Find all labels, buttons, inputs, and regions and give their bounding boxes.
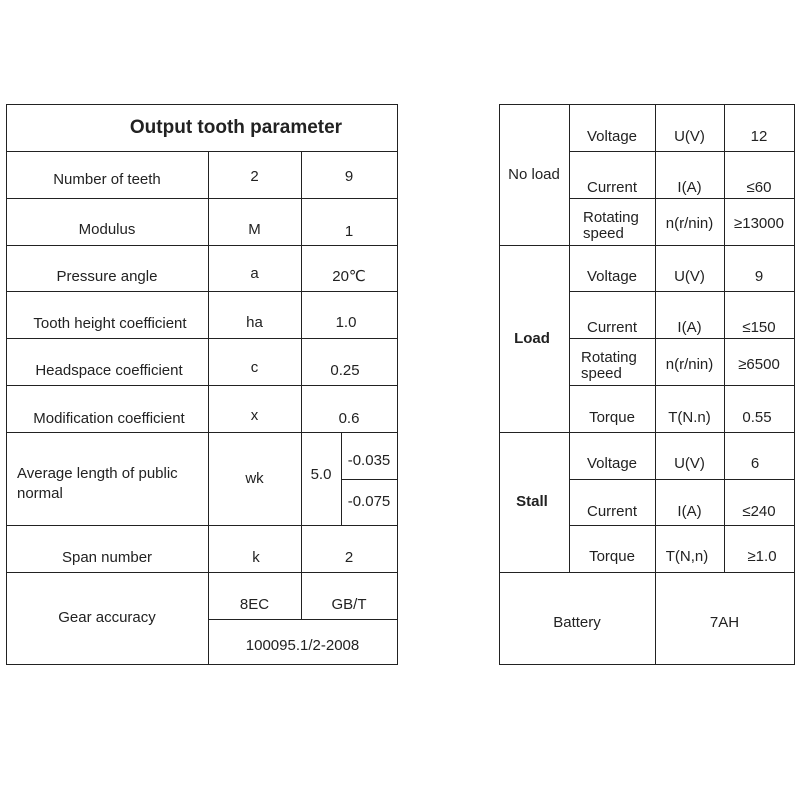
battery-value: 7AH: [709, 614, 740, 631]
no-load-voltage-unit: U(V): [674, 128, 705, 145]
label-headspace-coefficient: Headspace coefficient: [35, 362, 183, 379]
value-pressure-angle: 20℃: [332, 268, 366, 285]
stall-current-label: Current: [586, 503, 638, 520]
load-torque-value: 0.55: [742, 409, 772, 426]
load-voltage-value: 9: [754, 268, 764, 285]
no-load-speed-label: [583, 210, 653, 242]
tolerance-lower: -0.075: [347, 493, 391, 510]
label-modification-coefficient: Modification coefficient: [33, 410, 185, 427]
gear-accuracy-standard: GB/T: [331, 596, 367, 613]
stall-current-value: ≤240: [742, 503, 776, 520]
symbol-modulus: M: [248, 221, 261, 238]
value-span-number: 2: [344, 549, 354, 566]
battery-label: Battery: [553, 614, 601, 631]
no-load-voltage-label: Voltage: [586, 128, 638, 145]
value-tooth-height-coefficient: 1.0: [335, 314, 357, 331]
no-load-speed-label-line2: speed: [583, 225, 624, 242]
load-speed-label-line2: speed: [581, 365, 622, 382]
value-modification-coefficient: 0.6: [338, 410, 360, 427]
label-span-number: Span number: [61, 549, 153, 566]
load-speed-label: [581, 350, 653, 382]
symbol-pressure-angle: a: [250, 265, 259, 282]
label-average-length: Average length of public normal: [17, 465, 178, 502]
load-speed-label-line1: Rotating: [581, 349, 637, 366]
stall-torque-unit: T(N,n): [665, 548, 709, 565]
no-load-speed-value: ≥13000: [734, 215, 784, 232]
stall-voltage-unit: U(V): [674, 455, 705, 472]
gear-accuracy-grade: 8EC: [239, 596, 270, 613]
symbol-modification-coefficient: x: [250, 407, 259, 424]
symbol-span-number: k: [252, 549, 260, 566]
label-modulus: Modulus: [78, 221, 136, 238]
no-load-speed-unit: n(r/nin): [665, 215, 714, 232]
no-load-current-value: ≤60: [746, 179, 772, 196]
symbol-tooth-height-coefficient: ha: [246, 314, 263, 331]
grid-line: [6, 525, 398, 526]
gear-accuracy-standard-number: 100095.1/2-2008: [245, 637, 360, 654]
group-load: Load: [514, 329, 550, 347]
no-load-speed-label-line1: Rotating: [583, 209, 639, 226]
stall-voltage-label: Voltage: [586, 455, 638, 472]
load-current-value: ≤150: [742, 319, 776, 336]
grid-line: [794, 104, 795, 665]
tolerance-upper: -0.035: [347, 451, 391, 469]
stall-torque-value: ≥1.0: [747, 548, 777, 565]
no-load-voltage-value: 12: [750, 128, 768, 145]
load-speed-unit: n(r/nin): [665, 356, 714, 373]
stall-torque-label: Torque: [589, 548, 635, 565]
no-load-current-unit: I(A): [677, 179, 702, 196]
load-speed-value: ≥6500: [738, 356, 780, 373]
grid-line: [397, 104, 398, 665]
group-stall: Stall: [516, 493, 548, 510]
load-voltage-unit: U(V): [674, 268, 705, 285]
value-number-of-teeth: 9: [344, 167, 354, 185]
load-torque-label: Torque: [589, 409, 635, 426]
group-no-load: No load: [508, 165, 560, 183]
grid-line: [569, 385, 795, 386]
table-title: Output tooth parameter: [129, 116, 343, 138]
label-number-of-teeth: Number of teeth: [53, 171, 161, 188]
value-headspace-coefficient: 0.25: [330, 362, 360, 379]
load-current-label: Current: [586, 319, 638, 336]
no-load-current-label: Current: [586, 179, 638, 196]
load-voltage-label: Voltage: [586, 268, 638, 285]
symbol-number-of-teeth: 2: [250, 167, 259, 185]
symbol-headspace-coefficient: c: [250, 359, 259, 376]
load-current-unit: I(A): [677, 319, 702, 336]
label-tooth-height-coefficient: Tooth height coefficient: [33, 315, 187, 332]
symbol-average-length: wk: [245, 469, 264, 487]
label-pressure-angle: Pressure angle: [56, 268, 158, 285]
stall-current-unit: I(A): [677, 503, 702, 520]
load-torque-unit: T(N.n): [668, 409, 711, 426]
label-gear-accuracy: Gear accuracy: [58, 609, 156, 626]
value-modulus: 1: [344, 223, 354, 240]
stall-voltage-value: 6: [750, 455, 760, 472]
value-average-length: 5.0: [310, 466, 332, 483]
